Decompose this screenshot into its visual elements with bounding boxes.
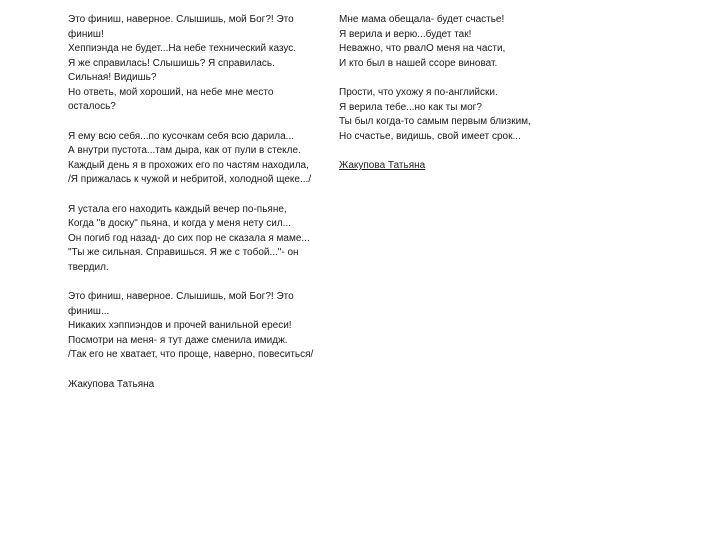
poem-right-column — [339, 13, 579, 174]
poem-line: Но счастье, видишь, свой имеет срок... — [339, 130, 521, 142]
stanza-4 — [68, 290, 320, 363]
author-signature[interactable] — [339, 159, 579, 174]
poem-line: Когда "в доску" пьяна, и когда у меня нету сил... — [68, 218, 291, 229]
poem-line: Прости, что ухожу я по-английски. — [339, 87, 498, 98]
stanza-1 — [339, 13, 579, 71]
poem-line: Никаких хэппиэндов и прочей ванильной ереси! — [68, 320, 292, 331]
poem-left-column — [68, 13, 320, 392]
poem-line: Я верила тебе...но как ты мог? — [339, 101, 482, 113]
poem-line: /Так его не хватает, что проще, наверно, повеситься/ — [68, 349, 314, 360]
poem-line: Он погиб год назад- до сих пор не сказала я маме... — [68, 232, 310, 244]
author-signature-link[interactable]: Жакупова Татьяна — [339, 160, 426, 171]
poem-line: Хеппиэнда не будет...На небе технический казус. — [68, 43, 297, 54]
poem-line: Я ему всю себя...по кусочкам себя всю дарила... — [68, 130, 295, 142]
poem-line: Это финиш, наверное. Слышишь, мой Бог?! Это финиш... — [68, 291, 297, 317]
poem-line: "Ты же сильная. Справишься. Я же с тобой..."- он твердил. — [68, 247, 302, 273]
poem-line: А внутри пустота...там дыра, как от пули в стекле. — [68, 145, 301, 156]
stanza-2 — [68, 130, 320, 188]
poem-line: Ты был когда-то самым первым близким, — [339, 116, 531, 127]
poem-line: Это финиш, наверное. Слышишь, мой Бог?! Это финиш! — [68, 14, 297, 40]
poem-line: Неважно, что рвалО меня на части, — [339, 43, 506, 54]
poem-line: Каждый день я в прохожих его по частям находила, — [68, 159, 309, 171]
poem-line: Я верила и верю...будет так! — [339, 28, 472, 40]
poem-line: Мне мама обещала- будет счастье! — [339, 14, 505, 25]
stanza-2 — [339, 86, 579, 144]
author-signature: Жакупова Татьяна — [68, 378, 155, 390]
poem-line: Я устала его находить каждый вечер по-пьяне, — [68, 203, 287, 215]
stanza-3 — [68, 203, 320, 276]
poem-line: И кто был в нашей ссоре виноват. — [339, 57, 498, 69]
stanza-1 — [68, 13, 320, 115]
poem-line: Посмотри на меня- я тут даже сменила имидж. — [68, 334, 288, 346]
poem-line: Но ответь, мой хороший, на небе мне место осталось? — [68, 86, 277, 112]
poem-line: Я же справилась! Слышишь? Я справилась. Сильная! Видишь? — [68, 57, 278, 83]
poem-line: /Я прижалась к чужой и небритой, холодной щеке.../ — [68, 174, 312, 185]
